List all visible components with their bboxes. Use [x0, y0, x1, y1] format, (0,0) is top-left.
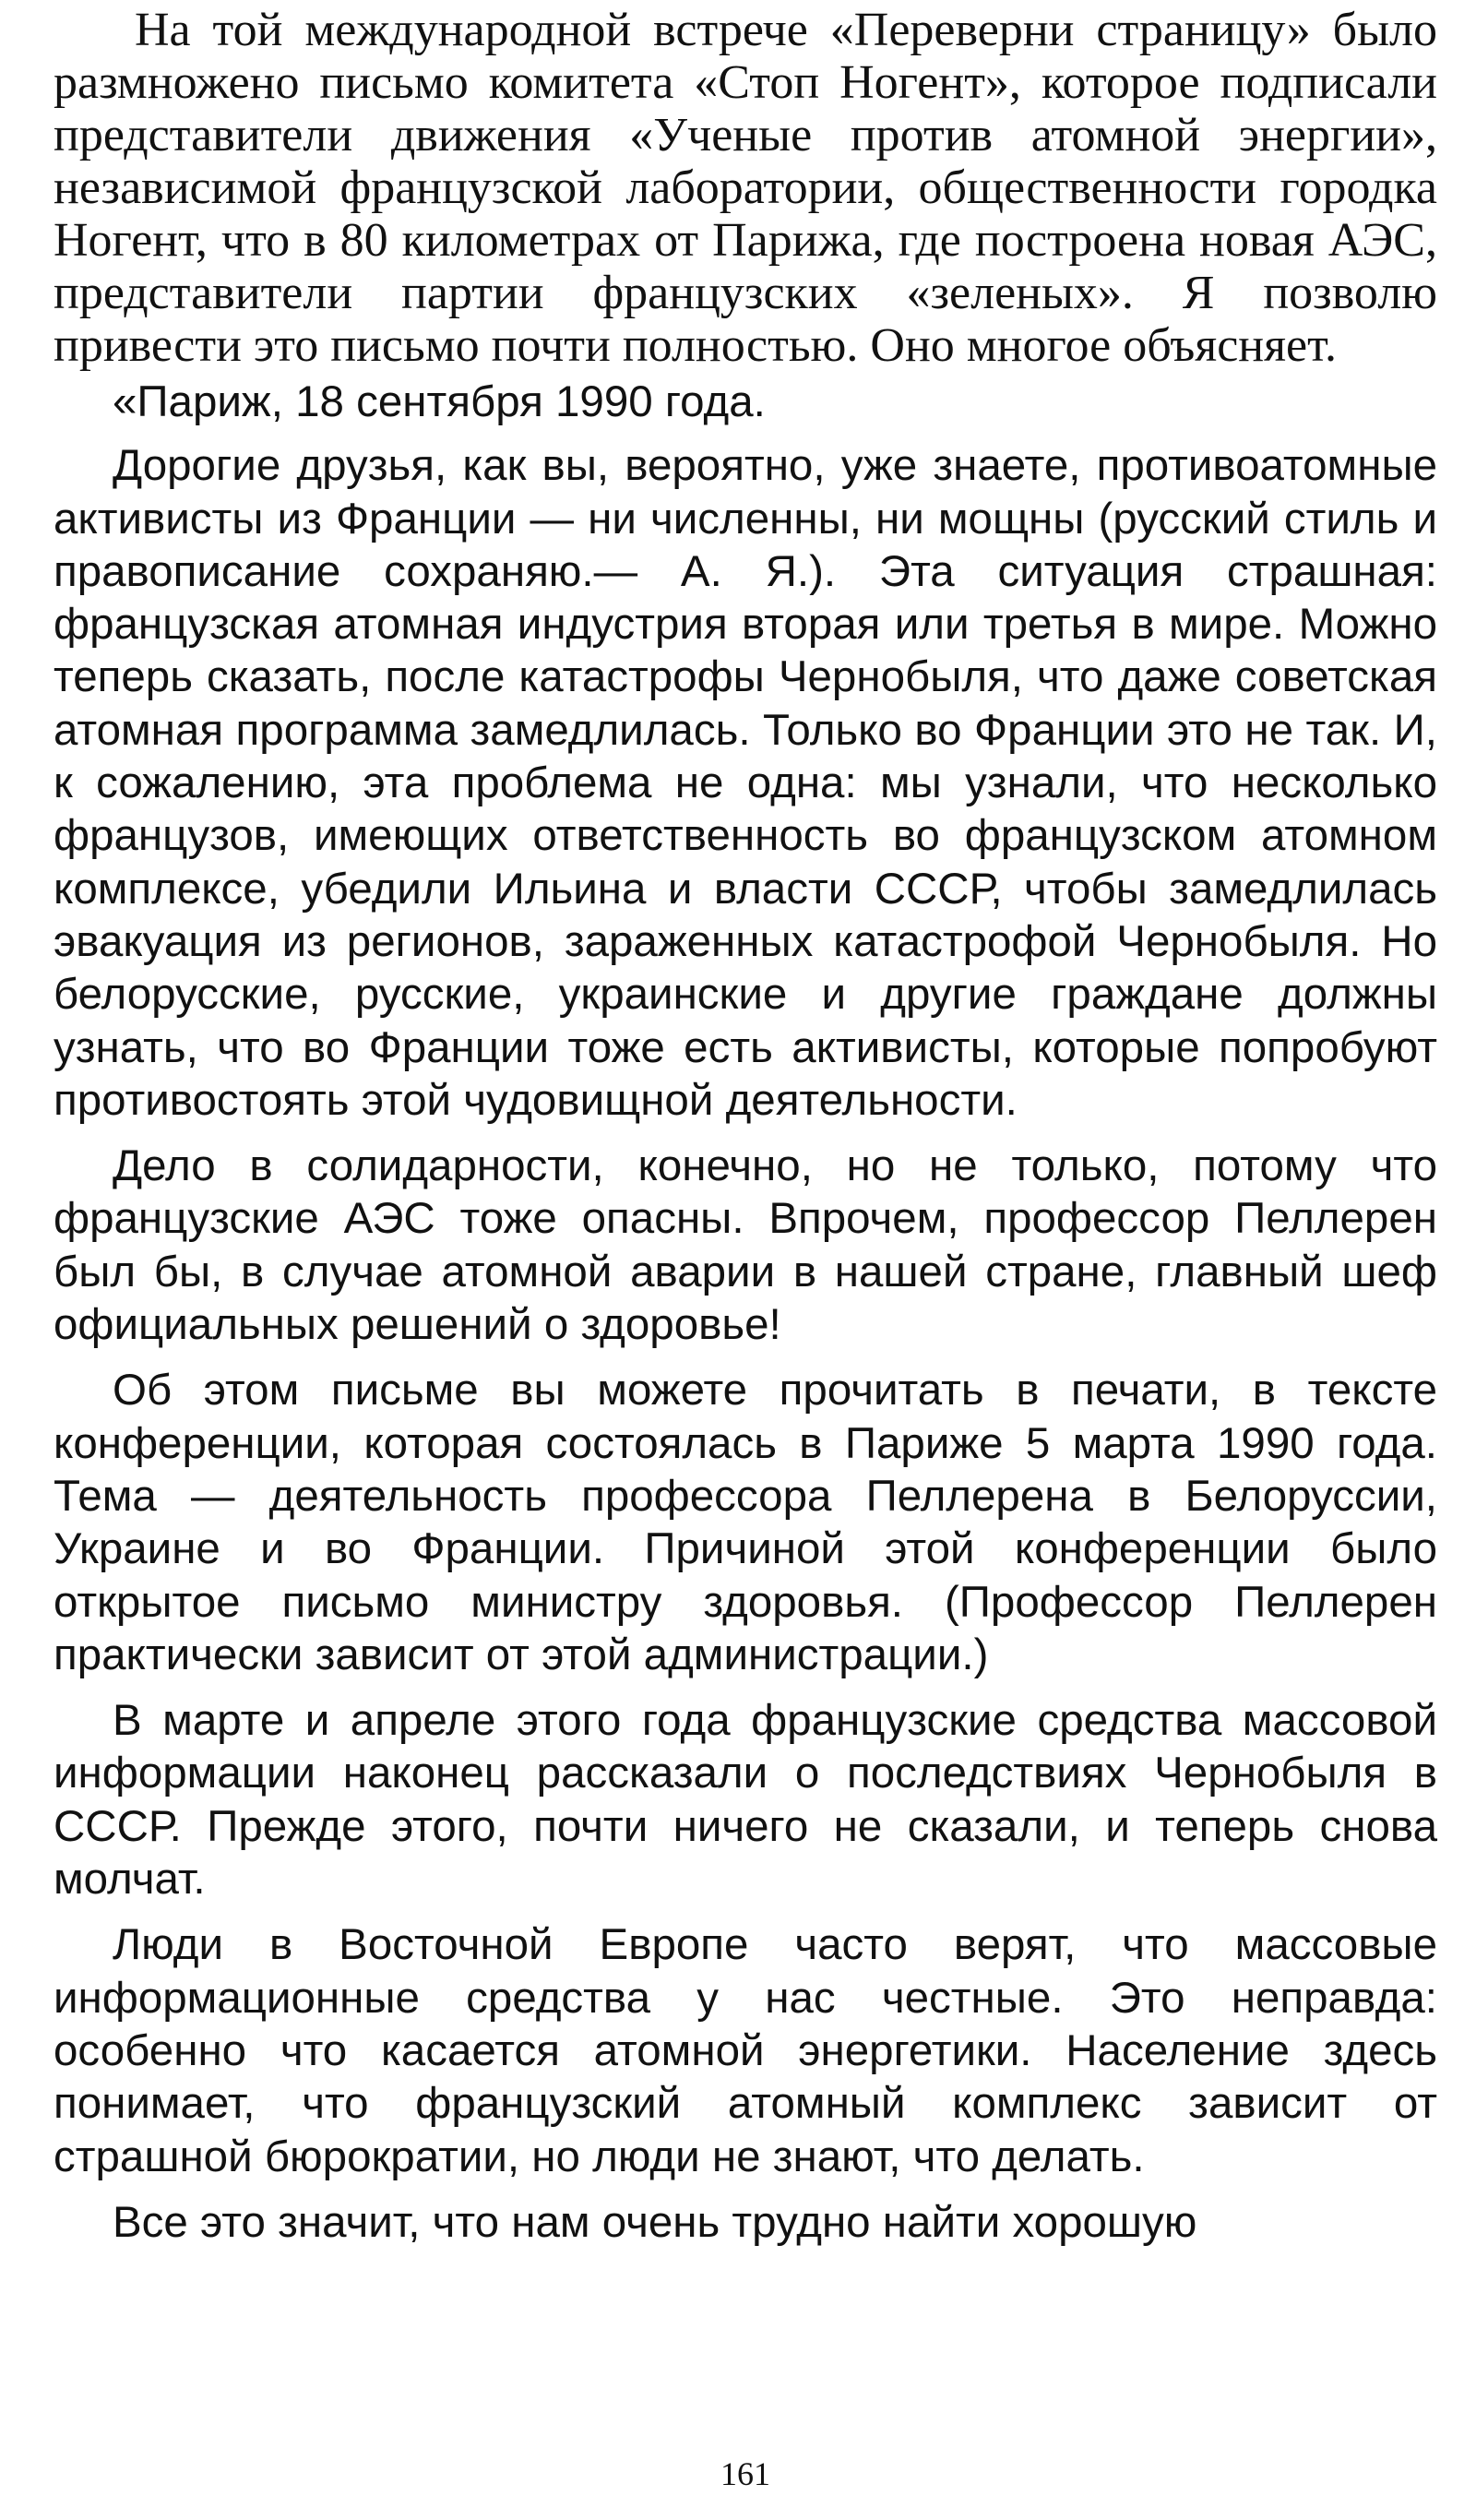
letter-paragraph: Дорогие друзья, как вы, вероятно, уже знаете, противоатомные активисты из Франции — ни численны, ни мощны (русский стиль и правописание сохраняю.— А. Я.). Эта ситуация страшная: французская атомная индустрия вторая или третья в мире. Можно теперь сказать, после катастрофы Чернобыля, что даже советская атомная программа замедлилась. Только во Франции это не так. И, к сожалению, эта проблема не одна: мы узнали, что несколько французов, имеющих ответственность во французском атомном комплексе, убедили Ильина и власти СССР, чтобы замедлилась эвакуация из регионов, зараженных катастрофой Чернобыля. Но белорусские, русские, украинские и другие граждане должны узнать, что во Франции тоже есть активисты, которые попробуют противостоять этой чудовищной деятельности. — [54, 441, 1437, 1125]
letter-paragraph: Дело в солидарности, конечно, но не только, потому что французские АЭС тоже опасны. Впрочем, профессор Пеллерен был бы, в случае атомной аварии в нашей стране, главный шеф официальных решений о здоровье! — [54, 1141, 1437, 1350]
page-number: 161 — [720, 2455, 770, 2492]
author-text — [54, 0, 1437, 372]
intro-paragraph: На той международной встрече «Переверни страницу» было размножено письмо комитета «Стоп Ногент», которое подписали представители движения «Ученые против атомной энергии», независимой французской лаборатории, общественности городка Ногент, что в 80 километрах от Парижа, где построена новая АЭС, представители партии французских «зеленых». Я позволю привести это письмо почти полностью. Оно многое объясняет. — [54, 4, 1437, 372]
letter-paragraph: Люди в Восточной Европе часто верят, что массовые информационные средства у нас честные. Это неправда: особенно что касается атомной энергетики. Население здесь понимает, что французский атомный комплекс зависит от страшной бюрократии, но люди не знают, что делать. — [54, 1920, 1437, 2181]
letter-paragraph: Об этом письме вы можете прочитать в печати, в тексте конференции, которая состоялась в Париже 5 марта 1990 года. Тема — деятельность профессора Пеллерена в Белоруссии, Украине и во Франции. Причиной этой конференции было открытое письмо министру здоровья. (Профессор Пеллерен практически зависит от этой администрации.) — [54, 1366, 1437, 1679]
quoted-letter — [54, 376, 1437, 2249]
letter-paragraph: Все это значит, что нам очень трудно найти хорошую — [113, 2197, 1197, 2247]
book-page — [54, 0, 1437, 2520]
letter-paragraph: В марте и апреле этого года французские средства массовой информации наконец рассказали о последствиях Чернобыля в СССР. Прежде этого, почти ничего не сказали, и теперь снова молчат. — [54, 1696, 1437, 1905]
letter-date: «Париж, 18 сентября 1990 года. — [113, 377, 766, 426]
